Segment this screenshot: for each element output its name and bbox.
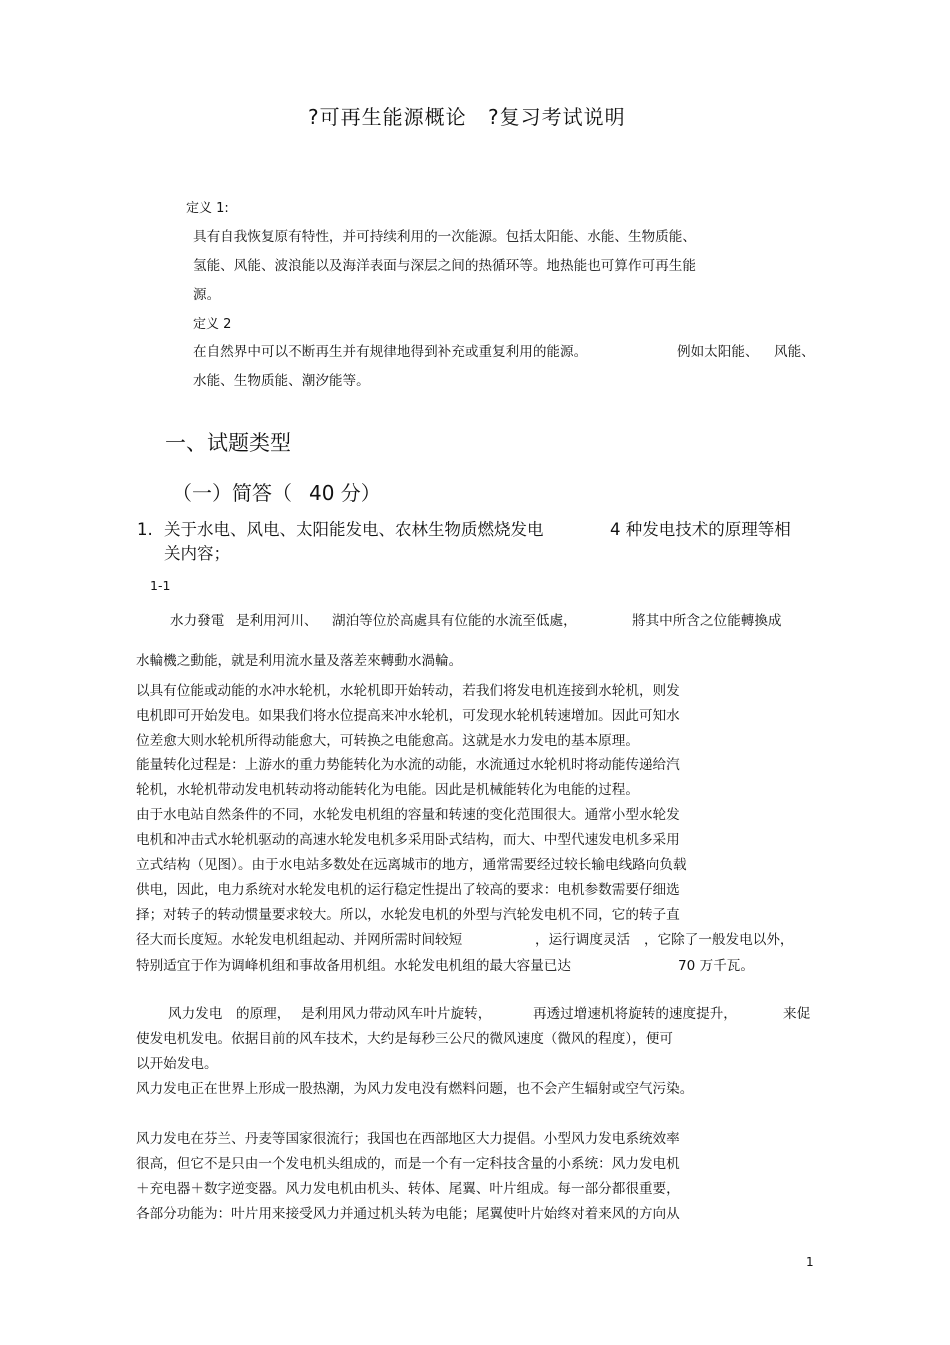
wind-paragraph2-line-1: 风力发电在芬兰、丹麦等国家很流行；我国也在西部地区大力提倡。小型风力发电系统效率: [136, 1131, 680, 1147]
hydro-paragraph-line-2: 电机即可开始发电。如果我们将水位提高来冲水轮机，可发现水轮机转速增加。因此可知水: [136, 708, 680, 724]
hydro-paragraph-line-4: 能量转化过程是：上游水的重力势能转化为水流的动能，水流通过水轮机时将动能传递给汽: [136, 757, 680, 773]
question1-line-1b: 4 种发电技术的原理等相: [610, 520, 791, 539]
definition1-line-2: 氢能、风能、波浪能以及海洋表面与深层之间的热循环等。地热能也可算作可再生能: [193, 258, 696, 274]
page-number: 1: [806, 1255, 814, 1269]
wind-intro-c: 是利用风力带动风车叶片旋转，: [301, 1006, 492, 1022]
subsection1-heading-a: （一）简答（: [172, 481, 292, 505]
hydro-line-11b: ，运行调度灵活: [535, 932, 631, 948]
definition2-line-1c: 风能、: [774, 344, 815, 360]
definition2-line-1b: 例如太阳能、: [677, 344, 759, 360]
hydro-intro-d: 將其中所含之位能轉換成: [632, 613, 782, 629]
hydro-paragraph-line-6: 由于水电站自然条件的不同，水轮发电机组的容量和转速的变化范围很大。通常小型水轮发: [136, 807, 680, 823]
hydro-intro-line-2: 水輪機之動能，就是利用流水量及落差來轉動水渦輪。: [136, 653, 463, 669]
wind-intro-a: 风力发电: [168, 1006, 223, 1022]
section1-heading: 一、试题类型: [165, 431, 291, 455]
wind-paragraph2-line-2: 很高，但它不是只由一个发电机头组成的，而是一个有一定科技含量的小系统：风力发电机: [136, 1156, 680, 1172]
hydro-intro-c: 湖泊等位於高處具有位能的水流至低處，: [332, 613, 577, 629]
wind-paragraph2-line-4: 各部分功能为：叶片用来接受风力并通过机头转为电能；尾翼使叶片始终对着来风的方向从: [136, 1206, 680, 1222]
wind-line-3: 风力发电正在世界上形成一股热潮，为风力发电没有燃料问题，也不会产生辐射或空气污染。: [136, 1081, 694, 1097]
hydro-intro-b: 是利用河川、: [236, 613, 318, 629]
definition1-label: 定义 1:: [186, 201, 229, 216]
definition2-line-2: 水能、生物质能、潮汐能等。: [193, 373, 370, 389]
definition2-label: 定义 2: [193, 317, 232, 332]
wind-line-1: 使发电机发电。依据目前的风车技术，大约是每秒三公尺的微风速度（微风的程度），便可: [136, 1031, 673, 1047]
wind-paragraph2-line-3: ＋充电器＋数字逆变器。风力发电机由机头、转体、尾翼、叶片组成。每一部分都很重要，: [136, 1181, 680, 1197]
definition2-line-1a: 在自然界中可以不断再生并有规律地得到补充或重复利用的能源。: [193, 344, 588, 360]
question1-number: 1.: [137, 520, 153, 539]
hydro-paragraph-line-5: 轮机，水轮机带动发电机转动将动能转化为电能。因此是机械能转化为电能的过程。: [136, 782, 639, 798]
question1-line-1a: 关于水电、风电、太阳能发电、农林生物质燃烧发电: [164, 520, 544, 539]
wind-intro-b: 的原理，: [236, 1006, 291, 1022]
hydro-paragraph-line-1: 以具有位能或动能的水冲水轮机，水轮机即开始转动，若我们将发电机连接到水轮机，则发: [136, 683, 680, 699]
document-title-part2: ?复习考试说明: [488, 105, 626, 129]
hydro-paragraph-line-10: 择；对转子的转动惯量要求较大。所以，水轮发电机的外型与汽轮发电机不同，它的转子直: [136, 907, 680, 923]
hydro-line-11c: ，它除了一般发电以外，: [644, 932, 794, 948]
hydro-paragraph-line-3: 位差愈大则水轮机所得动能愈大，可转换之电能愈高。这就是水力发电的基本原理。: [136, 733, 639, 749]
wind-line-2: 以开始发电。: [136, 1056, 218, 1072]
definition1-line-1: 具有自我恢复原有特性，并可持续利用的一次能源。包括太阳能、水能、生物质能、: [193, 229, 696, 245]
hydro-line-12a: 特别适宜于作为调峰机组和事故备用机组。水轮发电机组的最大容量已达: [136, 958, 571, 974]
hydro-paragraph-line-8: 立式结构（见图）。由于水电站多数处在远离城市的地方，通常需要经过较长输电线路向负载: [136, 857, 687, 873]
document-title-part1: ?可再生能源概论: [308, 105, 467, 129]
hydro-paragraph-line-9: 供电，因此，电力系统对水轮发电机的运行稳定性提出了较高的要求：电机参数需要仔细选: [136, 882, 680, 898]
wind-intro-e: 来促: [783, 1006, 811, 1022]
hydro-paragraph-line-7: 电机和冲击式水轮机驱动的高速水轮发电机多采用卧式结构，而大、中型代速发电机多采用: [136, 832, 680, 848]
hydro-intro-a: 水力發電: [170, 613, 225, 629]
definition1-line-3: 源。: [193, 287, 221, 303]
question1-line-2: 关内容；: [164, 544, 230, 563]
subsection1-heading-b: 40 分）: [309, 481, 381, 505]
item-label-1-1: 1-1: [150, 578, 171, 593]
hydro-line-12b: 70 万千瓦。: [678, 958, 754, 974]
hydro-line-11a: 径大而长度短。水轮发电机组起动、并网所需时间较短: [136, 932, 463, 948]
wind-intro-d: 再透过增速机将旋转的速度提升，: [533, 1006, 737, 1022]
